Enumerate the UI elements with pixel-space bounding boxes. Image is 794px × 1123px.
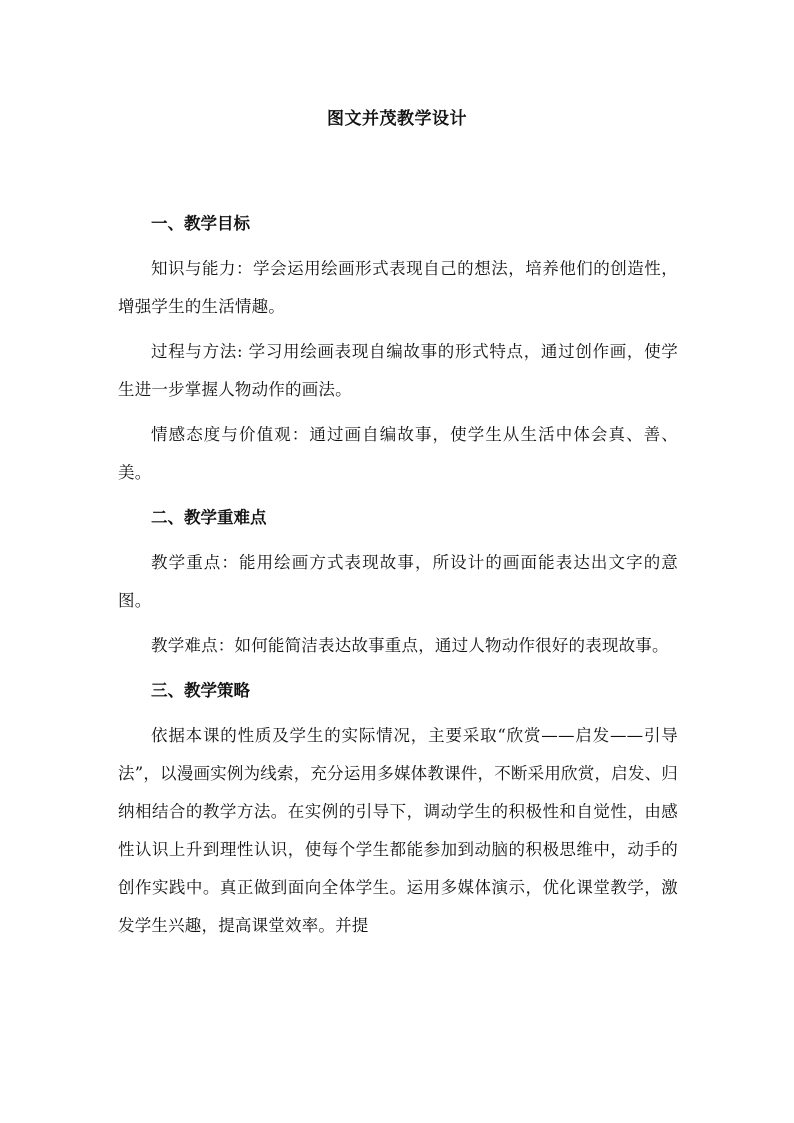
document-title: 图文并茂教学设计 — [327, 109, 467, 129]
section-key-difficulties — [118, 499, 678, 665]
section-teaching-objectives — [118, 205, 678, 492]
paragraph: 知识与能力：学会运用绘画形式表现自己的想法，培养他们的创造性，增强学生的生活情趣。 — [118, 259, 678, 316]
paragraph: 依据本课的性质及学生的实际情况，主要采取“欣赏——启发——引导法”，以漫画实例为线索，充分运用多媒体教课件，不断采用欣赏，启发、归纳相结合的教学方法。在实例的引导下，调动学生的积极性和自觉性，由感性认识上升到理性认识，使每个学生都能参加到动脑的积极思维中，动手的创作实践中。真正做到面向全体学生。运用多媒体演示，优化课堂教学，激发学生兴趣，提高课堂效率。并提 — [118, 726, 678, 935]
paragraph: 过程与方法: 学习用绘画表现自编故事的形式特点，通过创作画，使学生进一步掌握人物动作的画法。 — [118, 342, 678, 399]
paragraph: 教学重点：能用绘画方式表现故事，所设计的画面能表达出文字的意图。 — [118, 553, 678, 610]
section-teaching-strategy — [118, 672, 678, 945]
paragraph: 情感态度与价值观：通过画自编故事，使学生从生活中体会真、善、美。 — [118, 425, 678, 482]
section-heading: 三、教学策略 — [151, 681, 250, 700]
paragraph: 教学难点：如何能简洁表达故事重点，通过人物动作很好的表现故事。 — [151, 636, 669, 655]
document-body — [118, 205, 678, 952]
section-heading: 二、教学重难点 — [151, 508, 267, 527]
section-heading: 一、教学目标 — [151, 214, 250, 233]
